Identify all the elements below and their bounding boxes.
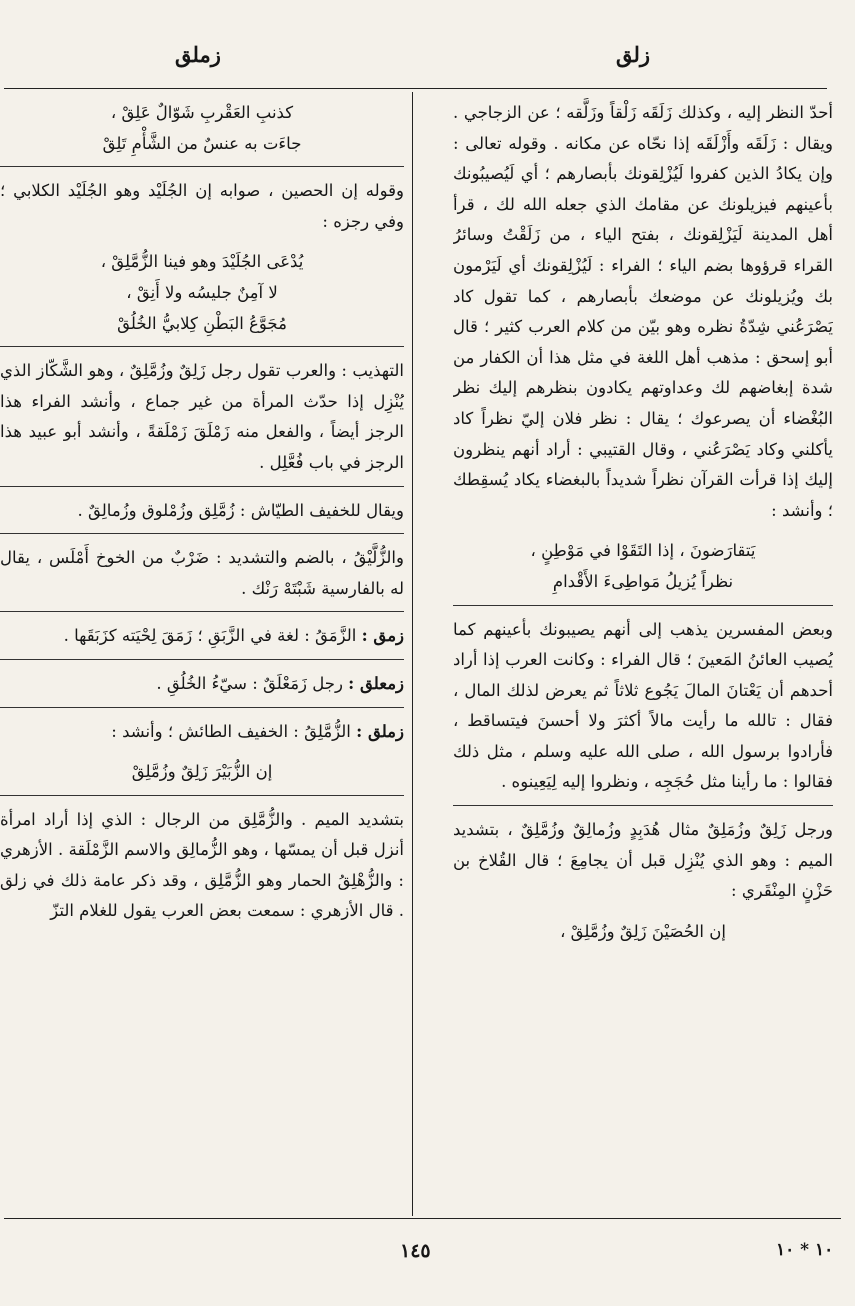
paragraph: وقوله إن الحصين ، صوابه إن الجُلَيْد وهو الجُلَيْد الكلابي ؛ وفي رجزه :	[0, 181, 404, 231]
entry-zamlaq	[0, 717, 404, 748]
entry-headword: زملق :	[356, 721, 404, 741]
paragraph: وبعض المفسرين يذهب إلى أنهم يصيبونك بأعينهم كما يُصيب العائنُ المَعينَ ؛ قال الفراء : وكانت العرب إذا أراد أحدهم أن يَعْتانَ المالَ يَجُوع ثلاثاً ثم يعرض لذلك المال ، فقال : تالله ما رأيت مالاً أكثرَ ولا أحسنَ فيتساقط ، فأرادوا برسول الله ، صلى الله عليه وسلم ، مثل ذلك فقالوا : ما رأينا مثل حُجَجِه ، ونظروا إليه لِيَعِينوه .	[453, 619, 833, 792]
header-root-right: زلق	[615, 42, 650, 67]
section-rule	[453, 605, 833, 606]
right-column	[453, 98, 833, 1214]
entry-zamalaq	[0, 669, 404, 700]
section-rule	[0, 659, 404, 660]
verse-line: يُدْعَى الجُلَيْدَ وهو فينا الزُّمَّلِقْ ،	[100, 252, 304, 272]
verse-line: مُجَوَّعُ البَطْنِ كِلابيُّ الخُلُقْ	[117, 313, 287, 333]
signature-mark: ١٠ * ١٠	[776, 1240, 834, 1260]
paragraph: ويقال للخفيف الطيّاش : زُمَّلِق وزُمْلوق وزُمالِقٌ .	[77, 500, 404, 520]
section-rule	[0, 611, 404, 612]
paragraph: التهذيب : والعرب تقول رجل زَلِقٌ وزُمَّلِقٌ ، وهو الشَّكّاز الذي يُنْزِل إذا حدّث المرأة من غير جماع ، وأنشد الفراء هذا الرجز أيضاً ، والفعل منه زَمْلَقَ زَمْلَقةً ، وأنشد أبو عبيد هذا الرجز في باب فُعَّلِل .	[0, 361, 404, 472]
bottom-rule	[4, 1218, 841, 1219]
verse-line: كذنبِ العَقْربِ شَوّالٌ عَلِقْ ،	[110, 103, 294, 122]
paragraph: أحدّ النظر إليه ، وكذلك زَلَقَه زَلْقاً وزَلَّقه ؛ عن الزجاجي . ويقال : زَلَقَه وأَزْلَقَه إذا نحّاه عن مكانه . وقوله تعالى : وإن يكادُ الذين كفروا لَيُزْلِقونك بأبصارهم ؛ أي لَيُصيبُونك بأعينهم فيزيلونك عن مقامك الذي جعله الله لك ، قرأ أهل المدينة لَيَزْلِقونك ، بفتح الياء ، من زَلَقْتُ وسائرُ القراء قرؤوها بضم الياء ؛ الفراء : لَيُزْلِقونك أي لَيَرْمون بك ويُزيلونك عن موضعك بأبصارهم ، كما تقول كاد يَصْرَعُني شِدّةُ نظره وهو بيّن من كلام العرب كثير ؛ قال أبو إسحق : مذهب أهل اللغة في مثل هذا أن الكفار من شدة إبغاضهم لك وعداوتهم يكادون بنظرهم إليك نظر البُغْضاء أن يصرعوك ؛ يقال : نظر فلان إليّ نظراً كاد يأكلني وكاد يَصْرَعُني ، وقال القتيبي : أراد أنهم ينظرون إليك إذا قرأت القرآن نظراً شديداً بالبغضاء يكاد يُسقِطك ؛ وأنشد :	[453, 103, 833, 520]
verse-line: جاءَت به عنسٌ من الشَّأْمِ تَلِقْ	[102, 133, 302, 153]
column-divider	[412, 92, 413, 1216]
verse-line: لا آمِنٌ جليسُه ولا أَنِقْ ،	[126, 282, 278, 302]
page-number: ١٤٥	[400, 1240, 431, 1262]
header-root-left: زملق	[175, 42, 221, 67]
section-rule	[0, 486, 404, 487]
entry-text: الزَّمَقُ : لغة في الزَّبَقِ ؛ زَمَقَ لِحْيَته كزَبَقَها .	[63, 626, 357, 646]
left-column	[0, 98, 404, 1214]
verse-line: نظراً يُزيلُ مَواطِىءَ الأَقْدامِ	[552, 571, 734, 591]
entry-zamq	[0, 621, 404, 652]
section-rule	[0, 346, 404, 347]
entry-text: رجل زَمَعْلَقٌ : سيّءُ الخُلُقِ .	[156, 673, 343, 693]
section-rule	[453, 805, 833, 806]
verse-line: إن الحُصَيْنَ زَلِقٌ وزُمَّلِقْ ،	[560, 921, 726, 941]
top-rule	[4, 88, 827, 89]
paragraph: بتشديد الميم . والزُّمَّلِق من الرجال : الذي إذا أراد امرأة أنزل قبل أن يمسّها ، وهو الزُّمالِق والاسم الزَّمْلَقة . الأزهري : والزُّهْلِقُ الحمار وهو الزُّمَّلِق ، وقد ذكر عامة ذلك في زلق . قال الأزهري : سمعت بعض العرب يقول للغلام التزّ	[0, 809, 404, 921]
section-rule	[0, 533, 404, 534]
verse-line: إن الزُّبَيْرَ زَلِقٌ وزُمَّلِقْ	[131, 762, 273, 782]
section-rule	[0, 795, 404, 796]
paragraph: ورجل زَلِقٌ وزُمَلِقٌ مثال هُدَبِدٍ وزُمالِقٌ وزُمَّلِقٌ ، بتشديد الميم : وهو الذي يُنْزِل قبل أن يجامِعَ ؛ قال القُلاخ بن حَزْنٍ المِنْقَري :	[453, 820, 833, 901]
verse-line: يَتقارَضونَ ، إذا التَقَوْا في مَوْطِنٍ ،	[530, 541, 756, 561]
entry-headword: زمق :	[361, 626, 404, 646]
section-rule	[0, 707, 404, 708]
entry-headword: زمعلق :	[348, 673, 404, 693]
paragraph: والزُّلَّيْقُ ، بالضم والتشديد : ضَرْبٌ من الخوخ أَمْلَس ، يقال له بالفارسية شَبْتَهْ رَنْك .	[0, 548, 404, 598]
section-rule	[0, 166, 404, 167]
entry-text: الزُّمَّلِقُ : الخفيف الطائش ؛ وأنشد :	[111, 721, 351, 741]
